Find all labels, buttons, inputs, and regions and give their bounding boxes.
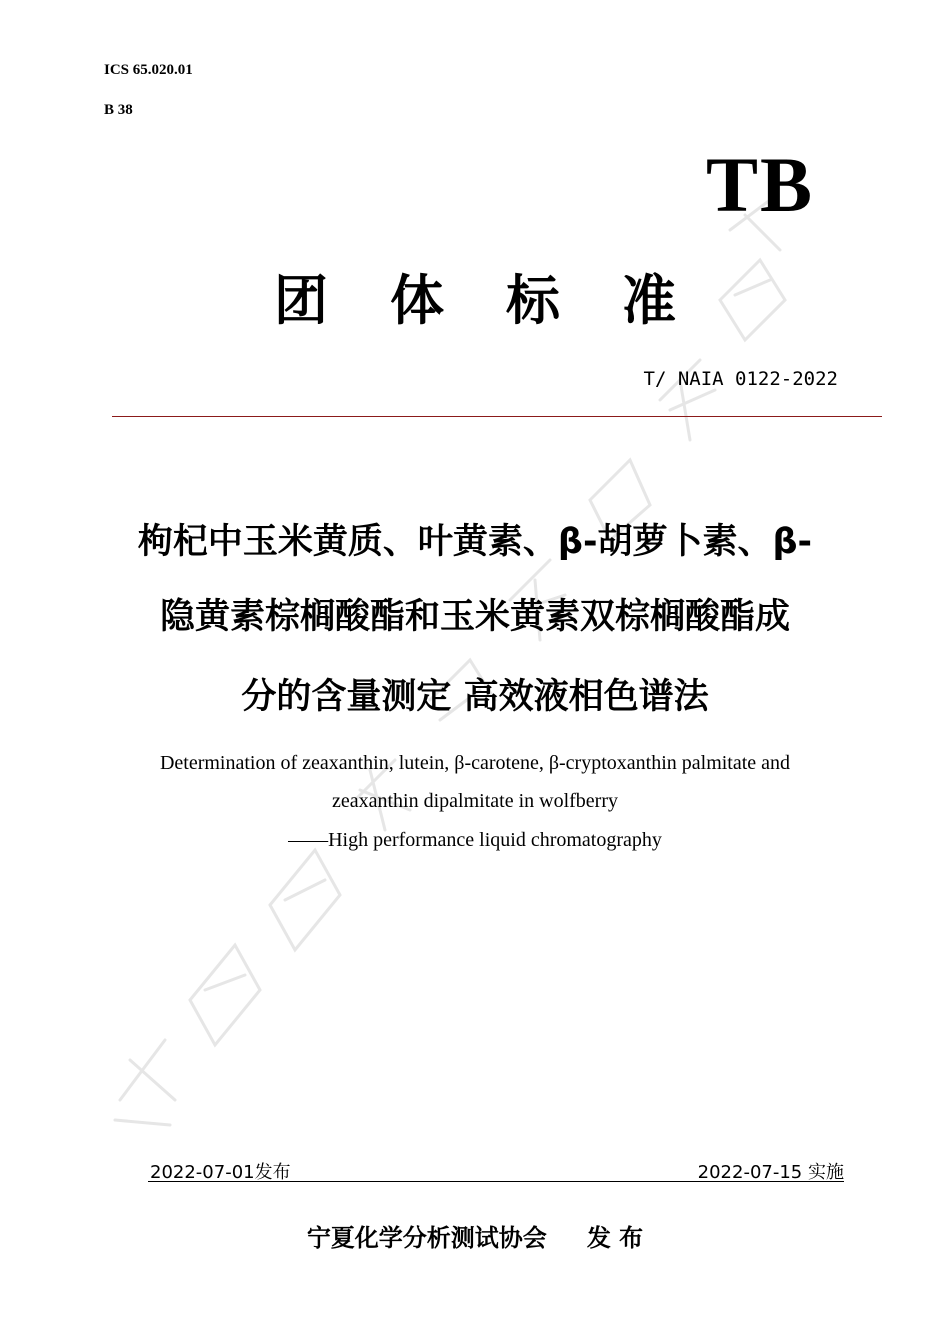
publish-date: 2022-07-01发布 xyxy=(150,1162,291,1183)
ccs-code: B 38 xyxy=(104,102,133,118)
standard-mark: TB xyxy=(705,141,815,228)
english-title-line-3: ——High performance liquid chromatography xyxy=(288,829,662,851)
issuer-action: 发 布 xyxy=(586,1224,644,1252)
implementation-date: 2022-07-15 实施 xyxy=(697,1162,844,1183)
chinese-title-line-3: 分的含量测定 高效液相色谱法 xyxy=(241,677,709,717)
issuer xyxy=(0,1218,950,1253)
chinese-title-line-1: 枸杞中玉米黄质、叶黄素、β-胡萝卜素、β- xyxy=(137,522,813,562)
date-rule xyxy=(148,1181,844,1182)
standard-number: T/ NAIA 0122-2022 xyxy=(643,368,838,390)
issuer-organization: 宁夏化学分析测试协会 xyxy=(306,1224,547,1252)
english-title-line-1: Determination of zeaxanthin, lutein, β-carotene, β-cryptoxanthin palmitate and xyxy=(159,752,791,774)
ics-code: ICS 65.020.01 xyxy=(104,62,193,78)
standard-type-title: 团体标准 xyxy=(274,269,738,332)
chinese-title-line-2: 隐黄素棕榈酸酯和玉米黄素双棕榈酸酯成 xyxy=(159,597,790,637)
header-rule xyxy=(112,416,882,417)
english-title-line-2: zeaxanthin dipalmitate in wolfberry xyxy=(331,790,618,812)
